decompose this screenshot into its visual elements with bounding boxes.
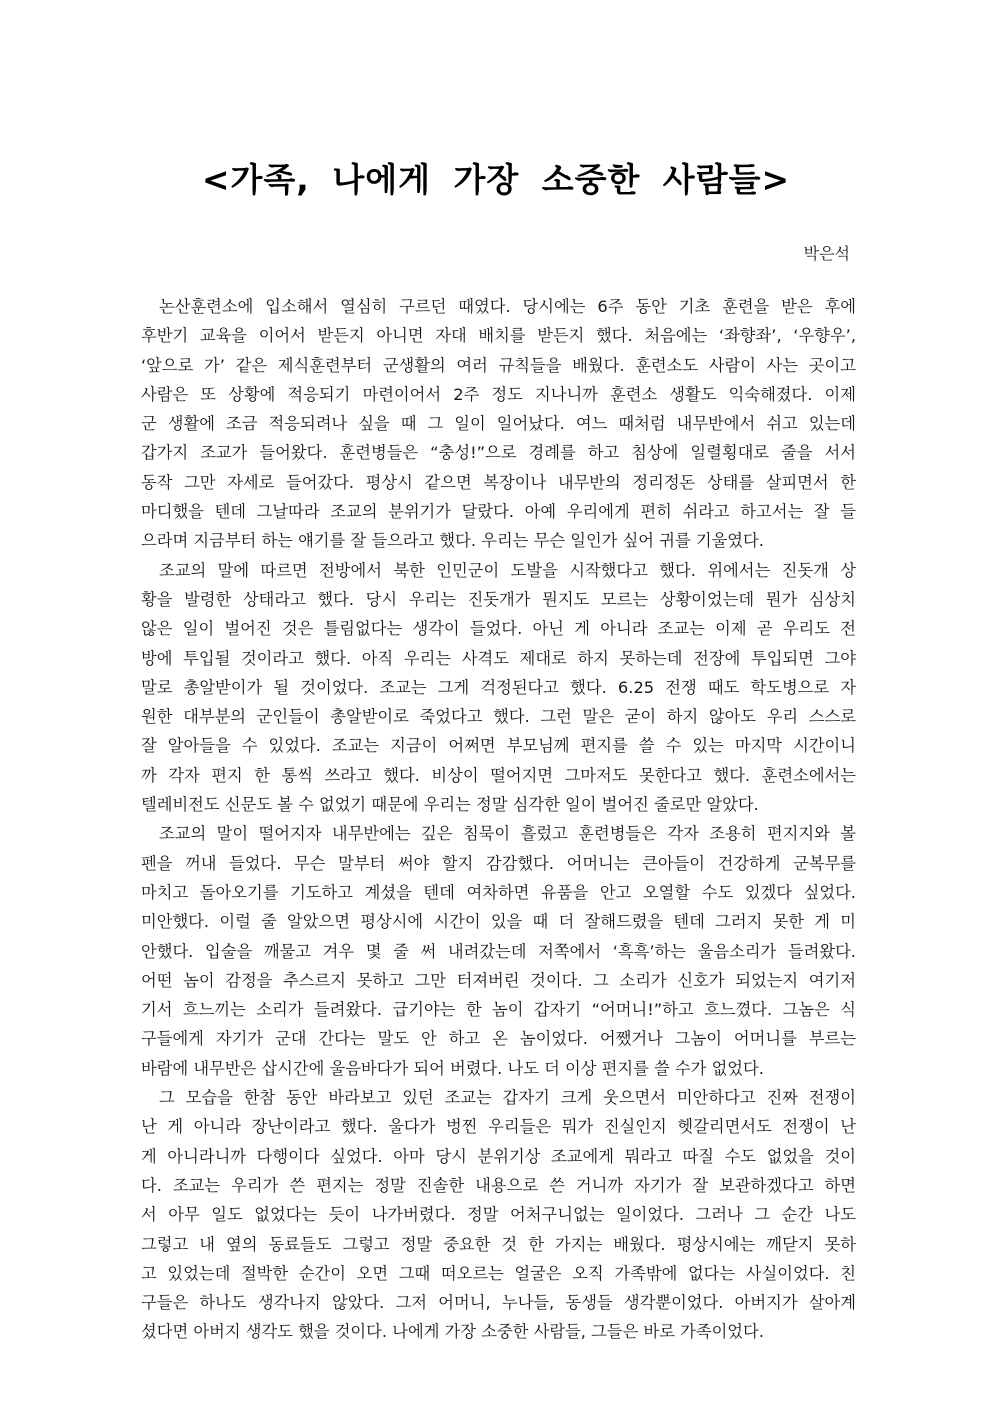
text-line: 원한 대부분의 군인들이 총알받이로 죽었다고 했다. 그런 말은 굳이 하지 않아도 우리 스스로	[141, 707, 856, 727]
text-line: 텔레비전도 신문도 볼 수 없었기 때문에 우리는 정말 심각한 일이 벌어진 줄로만 알았다.	[141, 795, 759, 815]
paragraph-1	[141, 292, 856, 556]
text-line: 어떤 놈이 감정을 추스르지 못하고 그만 터져버린 것이다. 그 소리가 신호가 되었는지 여기저	[141, 970, 856, 990]
text-line: 미안했다. 이럴 줄 알았으면 평상시에 시간이 있을 때 더 잘해드렸을 텐데 그러지 못한 게 미	[141, 912, 856, 932]
document-title: <가족, 나에게 가장 소중한 사람들>	[201, 160, 791, 199]
text-line: 그 모습을 한참 동안 바라보고 있던 조교는 갑자기 크게 웃으면서 미안하다고 진짜 전쟁이	[159, 1088, 856, 1108]
text-line: 게 아니라니까 다행이다 싶었다. 아마 당시 분위기상 조교에게 뭐라고 따질 수도 없었을 것이	[141, 1146, 856, 1166]
text-line: 군 생활에 조금 적응되려나 싶을 때 그 일이 일어났다. 여느 때처럼 내무반에서 쉬고 있는데	[141, 414, 856, 434]
text-line: 그렇고 내 옆의 동료들도 그렇고 정말 중요한 것 한 가지는 배웠다. 평상시에는 깨닫지 못하	[141, 1234, 856, 1254]
text-line: 동작 그만 자세로 들어갔다. 평상시 같으면 복장이나 내무반의 정리정돈 상태를 살피면서 한	[141, 472, 856, 492]
paragraph-3	[141, 819, 856, 1083]
document-body	[141, 292, 856, 1347]
paragraph-4	[141, 1083, 856, 1347]
text-line: 논산훈련소에 입소해서 열심히 구르던 때였다. 당시에는 6주 동안 기초 훈련을 받은 후에	[159, 297, 856, 316]
text-line: 조교의 말에 따르면 전방에서 북한 인민군이 도발을 시작했다고 했다. 위에서는 진돗개 상	[159, 560, 856, 580]
text-line: 갑가지 조교가 들어왔다. 훈련병들은 “충성!”으로 경례를 하고 침상에 일렬횡대로 줄을 서서	[141, 443, 856, 463]
text-line: 다. 조교는 우리가 쓴 편지는 정말 진솔한 내용으로 쓴 거니까 자기가 잘 보관하겠다고 하면	[141, 1175, 856, 1195]
text-line: 난 게 아니라 장난이라고 했다. 울다가 벙찐 우리들은 뭐가 진실인지 헷갈리면서도 전쟁이 난	[141, 1117, 856, 1137]
text-line: 않은 일이 벌어진 것은 틀림없다는 생각이 들었다. 아닌 게 아니라 조교는 이제 곧 우리도 전	[141, 619, 856, 639]
text-line: 까 각자 편지 한 통씩 쓰라고 했다. 비상이 떨어지면 그마저도 못한다고 했다. 훈련소에서는	[141, 765, 856, 785]
text-line: 구들은 하나도 생각나지 않았다. 그저 어머니, 누나들, 동생들 생각뿐이었다. 아버지가 살아계	[141, 1293, 856, 1313]
text-line: 마치고 돌아오기를 기도하고 계셨을 텐데 여차하면 유품을 안고 오열할 수도 있겠다 싶었다.	[141, 882, 856, 902]
text-line: 조교의 말이 떨어지자 내무반에는 깊은 침묵이 흘렀고 훈련병들은 각자 조용히 편지지와 볼	[159, 824, 856, 844]
text-line: 사람은 또 상황에 적응되기 마련이어서 2주 정도 지나니까 훈련소 생활도 익숙해졌다. 이제	[141, 384, 856, 404]
text-line: 고 있었는데 절박한 순간이 오면 그때 떠오르는 얼굴은 오직 가족밖에 없다는 사실이었다. 친	[141, 1263, 856, 1283]
text-line: 안했다. 입술을 깨물고 겨우 몇 줄 써 내려갔는데 저쪽에서 ‘흑흑’하는 울음소리가 들려왔다.	[141, 941, 856, 961]
text-line: 마디했을 텐데 그날따라 조교의 분위기가 달랐다. 아예 우리에게 편히 쉬라고 하고서는 잘 들	[141, 502, 856, 522]
text-line: 후반기 교육을 이어서 받든지 아니면 자대 배치를 받든지 했다. 처음에는 ‘좌향좌’, ‘우향우’,	[141, 326, 856, 346]
text-line: 기서 흐느끼는 소리가 들려왔다. 급기야는 한 놈이 갑자기 “어머니!”하고 흐느꼈다. 그놈은 식	[141, 1000, 856, 1020]
author-name: 박은석	[803, 244, 850, 263]
text-line: 방에 투입될 것이라고 했다. 아직 우리는 사격도 제대로 하지 못하는데 전장에 투입되면 그야	[141, 648, 856, 668]
text-line: 으라며 지금부터 하는 얘기를 잘 들으라고 했다. 우리는 무슨 일인가 싶어 귀를 기울였다.	[141, 531, 764, 551]
text-line: 셨다면 아버지 생각도 했을 것이다. 나에게 가장 소중한 사람들, 그들은 바로 가족이었다.	[141, 1322, 764, 1342]
text-line: 펜을 꺼내 들었다. 무슨 말부터 써야 할지 감감했다. 어머니는 큰아들이 건강하게 군복무를	[141, 853, 856, 873]
text-line: ‘앞으로 가’ 같은 제식훈련부터 군생활의 여러 규칙들을 배웠다. 훈련소도 사람이 사는 곳이고	[141, 355, 856, 375]
text-line: 바람에 내무반은 삽시간에 울음바다가 되어 버렸다. 나도 더 이상 편지를 쓸 수가 없었다.	[141, 1058, 764, 1078]
text-line: 잘 알아들을 수 있었다. 조교는 지금이 어쩌면 부모님께 편지를 쓸 수 있는 마지막 시간이니	[141, 736, 856, 756]
text-line: 말로 총알받이가 될 것이었다. 조교는 그게 걱정된다고 했다. 6.25 전쟁 때도 학도병으로 자	[141, 677, 856, 697]
text-line: 서 아무 일도 없었다는 듯이 나가버렸다. 정말 어처구니없는 일이었다. 그러나 그 순간 나도	[141, 1205, 856, 1225]
paragraph-2	[141, 556, 856, 820]
text-line: 구들에게 자기가 군대 간다는 말도 안 하고 온 놈이었다. 어쨌거나 그놈이 어머니를 부르는	[141, 1029, 856, 1049]
text-line: 황을 발령한 상태라고 했다. 당시 우리는 진돗개가 뭔지도 모르는 상황이었는데 뭔가 심상치	[141, 589, 856, 609]
